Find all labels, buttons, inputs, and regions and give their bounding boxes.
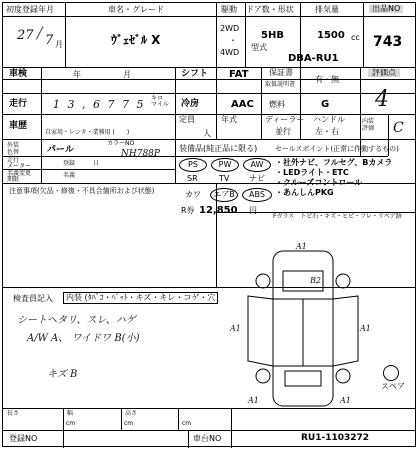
wheel-front-left [256,274,270,288]
recycle-value: 12,850 [199,205,238,216]
spare-tire-icon [383,365,399,381]
fuel-label: 燃料 [269,100,285,109]
damage-mark: A1 [248,396,259,405]
spare-tire-label: スペア [381,382,405,391]
color-label: 外装 色替 [7,142,20,156]
shift-label: シフト [181,69,209,79]
name-grade-label: 車名・グレード [108,5,164,14]
capacity-label: 定員 [179,115,195,124]
registration-month: 7 [45,33,54,48]
lot-number-label: 出品NO [369,5,403,13]
inspector-note-1: シートヘタリ、スレ、ハゲ [17,315,136,326]
drive-2wd: 2WD [220,24,240,33]
warranty-label: 保証書 [269,68,293,77]
equip-abs: ABS [242,188,272,202]
history-label: 車歴 [9,121,28,131]
damage-mark: A1 [340,396,351,405]
equip-sr: SR [187,174,198,183]
damage-mark: A1 [296,242,307,251]
model-label: 型式 [251,43,267,52]
interior-score-label: 内装 評価 [362,118,375,132]
model-value: DBA-RU1 [288,53,339,64]
equipment-title: 装備品(純正品に限る) [179,144,258,153]
damage-mark: B2 [310,276,321,285]
equip-aw: AW [243,158,271,172]
interior-score-value: C [393,120,404,136]
mileage-label: 走行 [9,99,28,109]
car-diagram [228,241,378,411]
inspector-label: 検査員記入 [13,294,53,303]
left-side [248,296,273,366]
equip-tv: TV [219,174,230,183]
inspection-label: 車検 [9,69,28,79]
sales-point-2: ・LEDライト・ETC [275,168,349,177]
sales-point-1: ・社外ナビ、フルセグ、Bカメラ [275,158,393,167]
year-model-label: 年式 [221,115,237,124]
inspector-note-3: キズ B [47,369,78,380]
score-label: 評価点 [368,69,400,77]
equip-navi: ナビ [249,174,265,183]
warranty-value: 有・無 [315,75,339,84]
doors-value: 5HB [261,30,284,41]
first-registration-label: 初度登録年月 [6,5,54,14]
equip-leather: カワ [185,190,201,199]
registration-year: 27 [17,28,34,43]
recycle-label: R券 [181,206,195,215]
inspector-note-2: A/W A、 ワイドワ B(小) [27,333,140,344]
inspector-options: 内装 (ﾀﾊﾞｺ・ﾍﾟｯﾄ・キズ・キレ・コゲ・穴 [63,292,218,304]
ac-label: 冷房 [181,99,200,109]
color-no-label: カラーNO [107,140,135,147]
damage-mark: A1 [360,324,371,333]
registration-number-label: 登録NO [9,434,38,443]
auction-sheet: 初度登録年月 車名・グレード 駆動 ドア数・形状 排気量 出品NO 27 / 7 月 ｳﾞｪｾﾞﾙ X 2WD ・ 4WD 5HB 1500 cc 型式 DBA-RU1 743 車検 年 月 シフト FAT 保証書 取扱説明書 有・無 評価点 4 走行 1 3 , 6 7 7 5 キロ マイル 冷房 AAC 燃料 G 車歴 自家用・レンタ・業務用 ( ) 定員 人 年式 ディーラー 並行 ハンドル 左・右 内装 評価 C 外装 色替 パール カラーNO NH788P 走行 メーター 登録 日 名義変更 期限 名義 注意事項(欠品・修復・不具合箇所および状態) 装備品(純正品に限る) PS PW AW SR TV ナビ カワ エアB ABS R券 12,850 円 セールスポイント(正常に作動するもの) ・社外ナビ、フルセグ、Bカメラ ・LEDライト・ETC ・クルーズコントロール ・あんしんPKG Fガラス トビ石・キズ・ヒビ・フレ・リペア跡 検査員記入 内装 (ﾀﾊﾞｺ・ﾍﾟｯﾄ・キズ・キレ・コゲ・穴 シートヘタリ、スレ、ハゲ A/W A、 ワイドワ B(小) キズ B A1 B2 A1 A1 A1 A1 スペア 長さ cm 幅 cm 高さ cm 登録NO 車台NO RU1-1103272 [2,2,416,447]
mileage-value: 1 3 , 6 7 7 5 [53,98,146,111]
wheel-rear-right [336,369,350,383]
equip-pw: PW [211,158,239,172]
drive-4wd: 4WD [220,48,240,57]
fuel-value: G [321,99,330,110]
rear-window [285,371,321,386]
notes-label: 注意事項(欠品・修復・不具合箇所および状態) [9,187,155,195]
wheel-front-right [336,274,350,288]
score-value: 4 [375,87,389,112]
equip-airbag: エアB [210,188,238,202]
ac-value: AAC [231,99,254,110]
glass-label: Fガラス トビ石・キズ・ヒビ・フレ・リペア跡 [273,213,402,220]
lot-number: 743 [373,34,403,50]
wheel-rear-left [256,369,270,383]
right-side [333,296,358,366]
sales-point-3: ・クルーズコントロール [275,178,363,187]
shift-value: FAT [229,69,249,80]
displacement-label: 排気量 [315,5,339,14]
car-name: ｳﾞｪｾﾞﾙ X [111,33,161,47]
displacement-value: 1500 [317,30,345,41]
equip-ps: PS [179,158,207,172]
drive-label: 駆動 [221,5,237,14]
doors-label: ドア数・形状 [246,5,294,14]
sales-point-4: ・あんしんPKG [275,188,334,197]
damage-mark: A1 [230,324,241,333]
sales-points-title: セールスポイント(正常に作動するもの) [275,145,399,153]
chassis-number-label: 車台NO [193,434,222,443]
handle-label: ハンドル [313,115,345,124]
color-no-value: NH788P [121,149,160,159]
color-value: パール [47,145,74,155]
chassis-number: RU1-1103272 [301,433,370,443]
dealer-label: ディーラー [265,115,305,124]
